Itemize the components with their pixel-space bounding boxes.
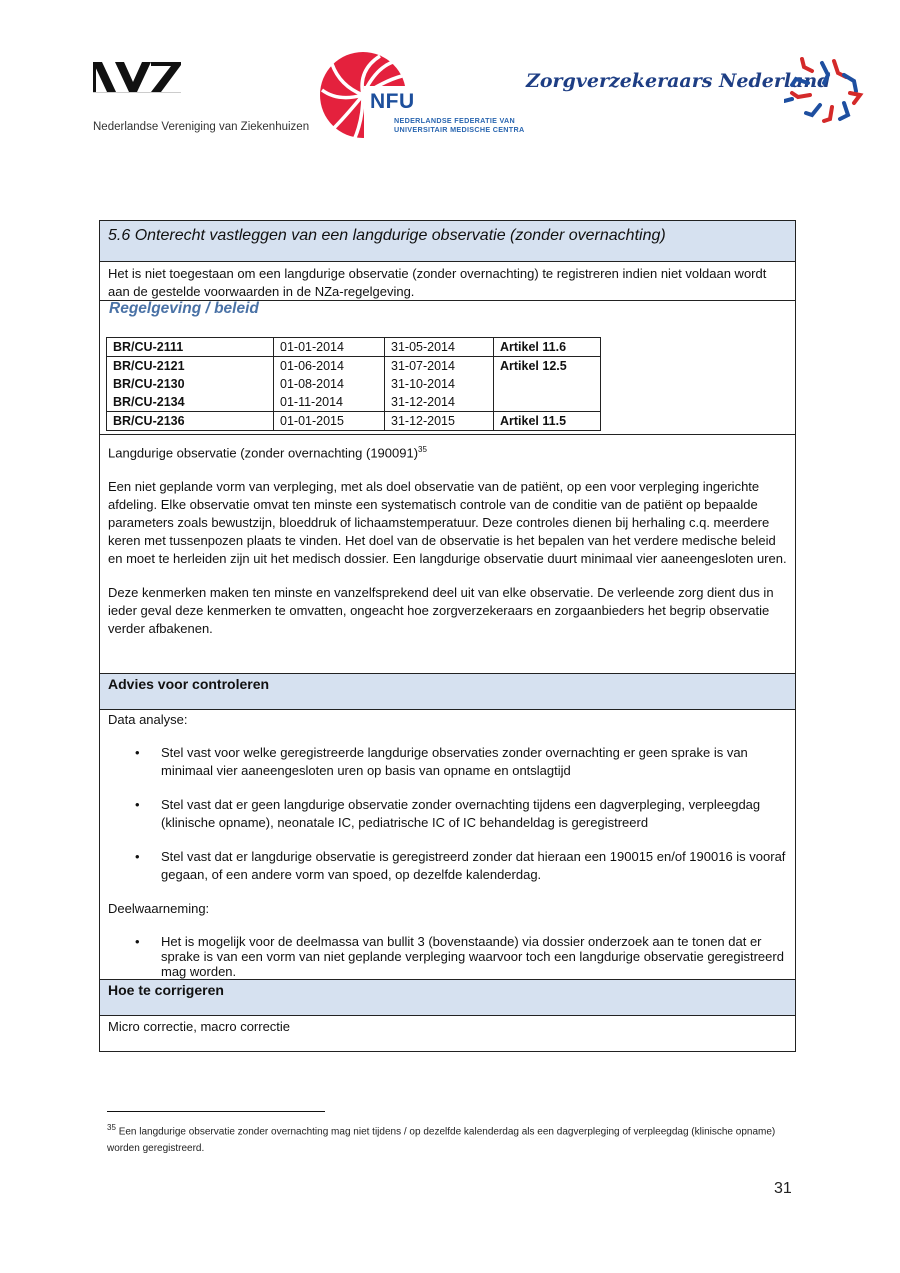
list-item-text: Het is mogelijk voor de deelmassa van bullit 3 (bovenstaande) via dossier onderzoek aan te tonen dat er sprake is van een vorm van niet geplande verpleging waarvoor toch een langdurige observatie geregistreerd mag worden.: [161, 934, 784, 979]
codes-table: [106, 337, 601, 431]
end-date-cell: [385, 338, 494, 357]
definition-paragraph-2: Deze kenmerken maken ten minste en vanzelfsprekend deel uit van elke observatie. De verleende zorg dient dus in ieder geval deze kenmerken te omvatten, ongeacht hoe zorgverzekeraars en zorgaanbieders het begrip observatie verder afbakenen.: [108, 585, 774, 637]
corrigeren-heading: Hoe te corrigeren: [100, 980, 795, 1016]
end-date-cell: [385, 412, 494, 431]
table-row: [107, 338, 601, 357]
start-date: 01-06-2014: [280, 359, 344, 373]
artikel-cell: Artikel 12.5: [494, 357, 601, 412]
list-item: [108, 744, 787, 780]
code-cell: [107, 412, 274, 431]
code-cell: [107, 357, 274, 412]
list-item: [108, 934, 787, 979]
section-intro: Het is niet toegestaan om een langdurige observatie (zonder overnachting) te registreren indien niet voldaan wordt aan de gestelde voorwaarden in de NZa-regelgeving.: [100, 262, 795, 301]
nfu-subtitle-2: UNIVERSITAIR MEDISCHE CENTRA: [394, 125, 525, 134]
end-date: 31-10-2014: [391, 377, 455, 391]
data-analyse-label: Data analyse:: [108, 712, 188, 727]
list-item: [108, 848, 787, 884]
end-date: 31-12-2014: [391, 395, 455, 409]
code: BR/CU-2121: [113, 359, 185, 373]
code: BR/CU-2134: [113, 395, 185, 409]
bullet-icon: •: [135, 797, 140, 812]
nfu-subtitle-1: NEDERLANDSE FEDERATIE VAN: [394, 116, 516, 125]
deelwaarneming-list: [108, 934, 787, 979]
start-date-cell: [274, 412, 385, 431]
end-date: 31-12-2015: [391, 414, 455, 428]
nvz-caption: Nederlandse Vereniging van Ziekenhuizen: [93, 121, 310, 133]
advies-heading: Advies voor controleren: [100, 674, 795, 710]
bullet-icon: •: [135, 934, 140, 949]
code: BR/CU-2130: [113, 377, 185, 391]
start-date: 01-01-2014: [280, 340, 344, 354]
deelwaarneming-label: Deelwaarneming:: [108, 901, 210, 916]
artikel-cell: Artikel 11.6: [494, 338, 601, 357]
regelgeving-row: [100, 301, 795, 435]
start-date: 01-11-2014: [280, 395, 344, 409]
footnote-separator: [107, 1111, 325, 1112]
code: BR/CU-2136: [113, 414, 185, 428]
end-date: 31-05-2014: [391, 340, 455, 354]
advies-body: [100, 710, 795, 980]
zn-logo-text: Zorgverzekeraars Nederland: [526, 70, 831, 92]
code: BR/CU-2111: [113, 340, 184, 354]
footnote: [107, 1119, 797, 1157]
footnote-text: Een langdurige observatie zonder overnachting mag niet tijdens / op dezelfde kalenderdag als een dagverpleging of verpleegdag (klinische opname) worden geregistreerd.: [107, 1126, 776, 1155]
section-title: 5.6 Onterecht vastleggen van een langdurige observatie (zonder overnachting): [100, 221, 795, 262]
table-row: [107, 357, 601, 412]
end-date-cell: [385, 357, 494, 412]
nvz-logo-mark-icon: [93, 60, 185, 94]
corrigeren-text: Micro correctie, macro correctie: [108, 1019, 291, 1034]
list-item-text: Stel vast dat er geen langdurige observatie zonder overnachting tijdens een dagverpleging, verpleegdag (klinische opname), neonatale IC, pediatrische IC of IC behandeldag is geregistreerd: [161, 797, 761, 830]
zn-figures-icon: [784, 55, 864, 125]
nfu-mark: NFU: [370, 90, 415, 113]
start-date: 01-08-2014: [280, 377, 344, 391]
artikel-cell: Artikel 11.5: [494, 412, 601, 431]
definition-heading: [108, 441, 787, 462]
definition-heading-text: Langdurige observatie (zonder overnachting (190091): [108, 445, 419, 461]
definition-paragraph-1: Een niet geplande vorm van verpleging, met als doel observatie van de patiënt, op een voor verpleging ingerichte afdeling. Elke observatie omvat ten minste een systematisch controle van de conditie van de patiënt op bepaalde parameters zoals bewustzijn, bloeddruk of lichaamstemperatuur. Deze controles dienen bij herhaling c.q. meerdere keren met tussenpozen plaats te vinden. Het doel van de observatie is het bepalen van het verdere medische beleid en moet te herleiden zijn uit het medisch dossier. Een langdurige observatie duurt minimaal vier aaneengesloten uren.: [108, 479, 787, 567]
start-date-cell: [274, 357, 385, 412]
start-date: 01-01-2015: [280, 414, 344, 428]
list-item-text: Stel vast voor welke geregistreerde langdurige observaties zonder overnachting er geen sprake is van minimaal vier aaneengesloten uren op basis van opname en ontslagtijd: [161, 745, 748, 778]
page-number: 31: [774, 1180, 792, 1197]
list-item-text: Stel vast dat er langdurige observatie is geregistreerd zonder dat hieraan een 190015 en/of 190016 is vooraf gegaan, of een andere vorm van spoed, op dezelfde kalenderdag.: [161, 849, 786, 882]
data-analyse-list: [108, 744, 787, 884]
definition-row: [100, 435, 795, 674]
code-cell: [107, 338, 274, 357]
zn-logo: [526, 55, 871, 125]
footnote-number: 35: [107, 1123, 116, 1132]
bullet-icon: •: [135, 745, 140, 760]
nfu-logo: [318, 50, 525, 140]
bullet-icon: •: [135, 849, 140, 864]
list-item: [108, 796, 787, 832]
table-row: [107, 412, 601, 431]
section-table: [99, 220, 796, 1052]
start-date-cell: [274, 338, 385, 357]
regelgeving-title: Regelgeving / beleid: [109, 300, 259, 317]
footnote-ref[interactable]: 35: [418, 445, 427, 454]
end-date: 31-07-2014: [391, 359, 455, 373]
nvz-logo: [93, 60, 323, 140]
